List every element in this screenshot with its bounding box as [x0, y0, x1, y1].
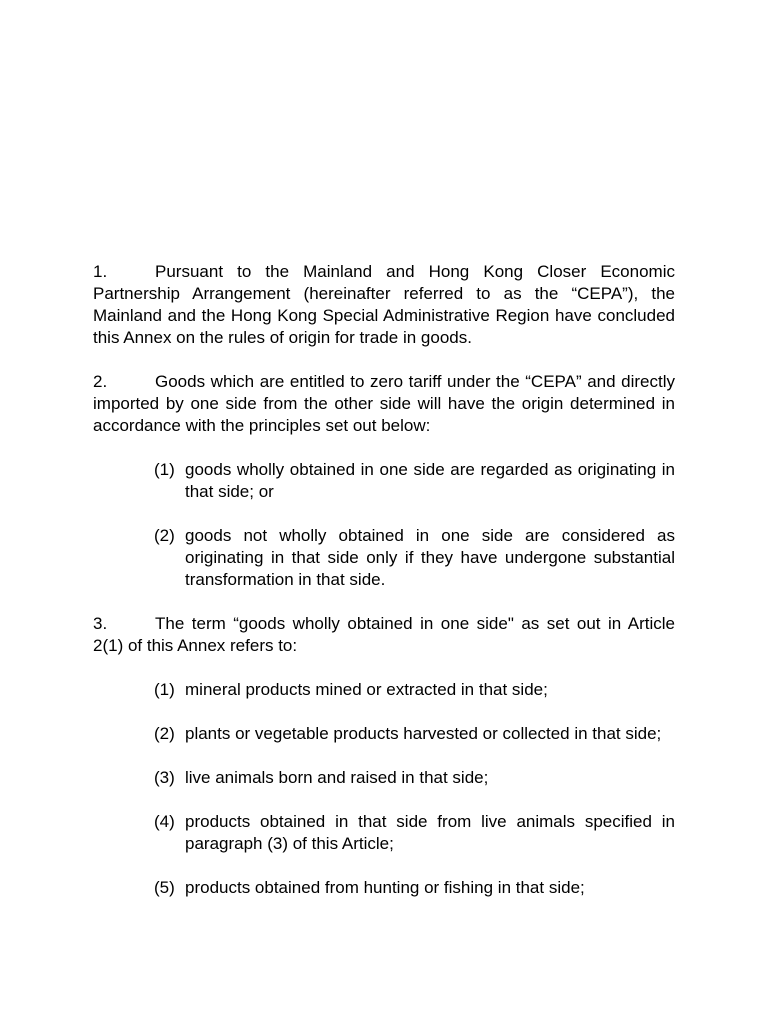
list-marker: (4)	[154, 812, 175, 831]
list-item-text: products obtained in that side from live animals specified in paragraph (3) of this Article;	[185, 812, 675, 853]
list-item	[93, 525, 675, 591]
article-text: Goods which are entitled to zero tariff under the “CEPA” and directly imported by one side from the other side will have the origin determined in accordance with the principles set out below:	[93, 372, 675, 435]
article-number: 1.	[93, 262, 108, 281]
article-text: Pursuant to the Mainland and Hong Kong Closer Economic Partnership Arrangement (hereinafter referred to as the “CEPA”), the Mainland and the Hong Kong Special Administrative Region have concluded this Annex on the rules of origin for trade in goods.	[93, 262, 675, 347]
article-number: 2.	[93, 372, 108, 391]
list-item-text: products obtained from hunting or fishing in that side;	[185, 878, 585, 897]
list-item	[93, 679, 675, 701]
article-3-list	[93, 679, 675, 899]
article-3	[93, 613, 675, 657]
list-item	[93, 459, 675, 503]
list-marker: (3)	[154, 768, 175, 787]
list-item	[93, 723, 675, 745]
list-item	[93, 767, 675, 789]
list-marker: (2)	[154, 526, 175, 545]
list-item-text: goods not wholly obtained in one side are considered as originating in that side only if they have undergone substantial transformation in that side.	[185, 526, 675, 589]
article-number: 3.	[93, 614, 108, 633]
list-item-text: mineral products mined or extracted in that side;	[185, 680, 548, 699]
list-marker: (5)	[154, 878, 175, 897]
article-1	[93, 261, 675, 349]
list-item	[93, 877, 675, 899]
list-item-text: goods wholly obtained in one side are regarded as originating in that side; or	[185, 460, 675, 501]
list-item-text: plants or vegetable products harvested or collected in that side;	[185, 724, 662, 743]
article-2	[93, 371, 675, 437]
list-marker: (2)	[154, 724, 175, 743]
article-text: The term “goods wholly obtained in one side" as set out in Article 2(1) of this Annex refers to:	[93, 614, 675, 655]
list-item-text: live animals born and raised in that side;	[185, 768, 489, 787]
article-2-list	[93, 459, 675, 591]
list-marker: (1)	[154, 680, 175, 699]
list-item	[93, 811, 675, 855]
list-marker: (1)	[154, 460, 175, 479]
document-page	[93, 261, 675, 921]
